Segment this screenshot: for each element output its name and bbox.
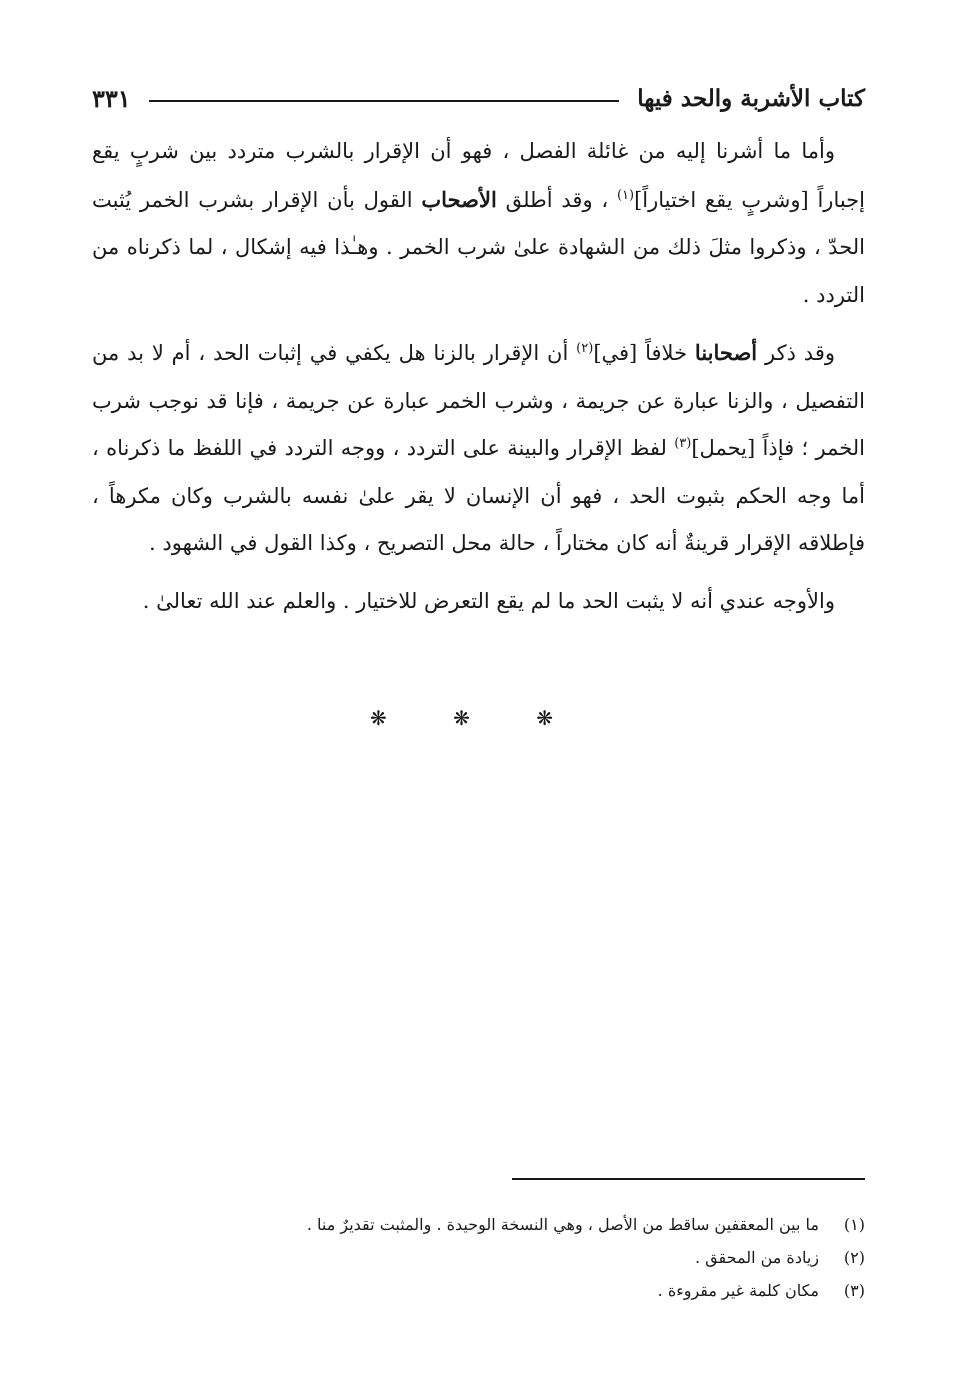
paragraph	[92, 329, 865, 568]
text-run: والأوجه عندي أنه لا يثبت الحد ما لم يقع التعرض للاختيار . والعلم عند الله تعالىٰ .	[142, 588, 835, 613]
footnote-text: ما بين المعقفين ساقط من الأصل ، وهي النسخة الوحيدة . والمثبت تقديرٌ منا .	[306, 1215, 819, 1234]
header-rule	[149, 100, 620, 102]
footnote-item	[92, 1241, 865, 1274]
footnote-rule	[512, 1178, 865, 1180]
section-ornament: ❋ ❋ ❋	[370, 706, 583, 730]
footnote-text: مكان كلمة غير مقروءة .	[657, 1281, 819, 1300]
text-run: وقد ذكر	[757, 341, 835, 365]
footnote-reference: (١)	[616, 187, 635, 203]
footnote-number: (٢)	[843, 1248, 865, 1267]
footnotes	[92, 1208, 865, 1307]
text-run: القول بأن الإقرار بشرب الخمر يُثبت الحدّ ، وذكروا مثلَ ذلك من الشهادة علىٰ شرب الخمر . وهـٰذا فيه إشكال ، لما ذكرناه من التردد .	[92, 187, 865, 307]
text-run: ، وقد أطلق	[496, 187, 617, 212]
footnote-text: زيادة من المحقق .	[695, 1248, 819, 1267]
running-header	[92, 78, 865, 118]
footnote-reference: (٢)	[576, 341, 594, 356]
footnote-item	[92, 1274, 865, 1307]
bold-term: أصحابنا	[694, 340, 758, 365]
bold-term: الأصحاب	[421, 186, 497, 212]
footnote-item	[92, 1208, 865, 1241]
main-text	[92, 128, 865, 635]
text-run: وأما ما أشرنا إليه من غائلة الفصل ، فهو أن الإقرار بالشرب متردد بين شربٍ يقع إجباراً [وشربٍ يقع اختياراً]	[92, 139, 865, 212]
text-run: خلافاً [في]	[593, 341, 695, 365]
paragraph	[92, 128, 865, 319]
footnote-number: (٣)	[843, 1281, 865, 1300]
text-run: أن الإقرار بالزنا هل يكفي في إثبات الحد ، أم لا بد من التفصيل ، والزنا عبارة عن جريمة ، وشرب الخمر عبارة عن جريمة ، فإنا قد نوجب شرب الخمر ؛ فإذاً [يحمل]	[92, 341, 865, 460]
page-number: ٣٣١	[92, 83, 131, 113]
footnote-number: (١)	[843, 1215, 865, 1234]
paragraph	[92, 578, 865, 626]
text-run: لفظ الإقرار والبينة على التردد ، ووجه التردد في اللفظ ما ذكرناه ، أما وجه الحكم بثبوت الحد ، فهو أن الإنسان لا يقر علىٰ نفسه بالشرب وكان مكرهاً ، فإطلاقه الإقرار قرينةٌ أنه كان مختاراً ، حالة محل التصريح ، وكذا القول في الشهود .	[92, 436, 865, 555]
footnote-reference: (٣)	[674, 436, 692, 451]
running-title: كتاب الأشربة والحد فيها	[637, 84, 865, 112]
